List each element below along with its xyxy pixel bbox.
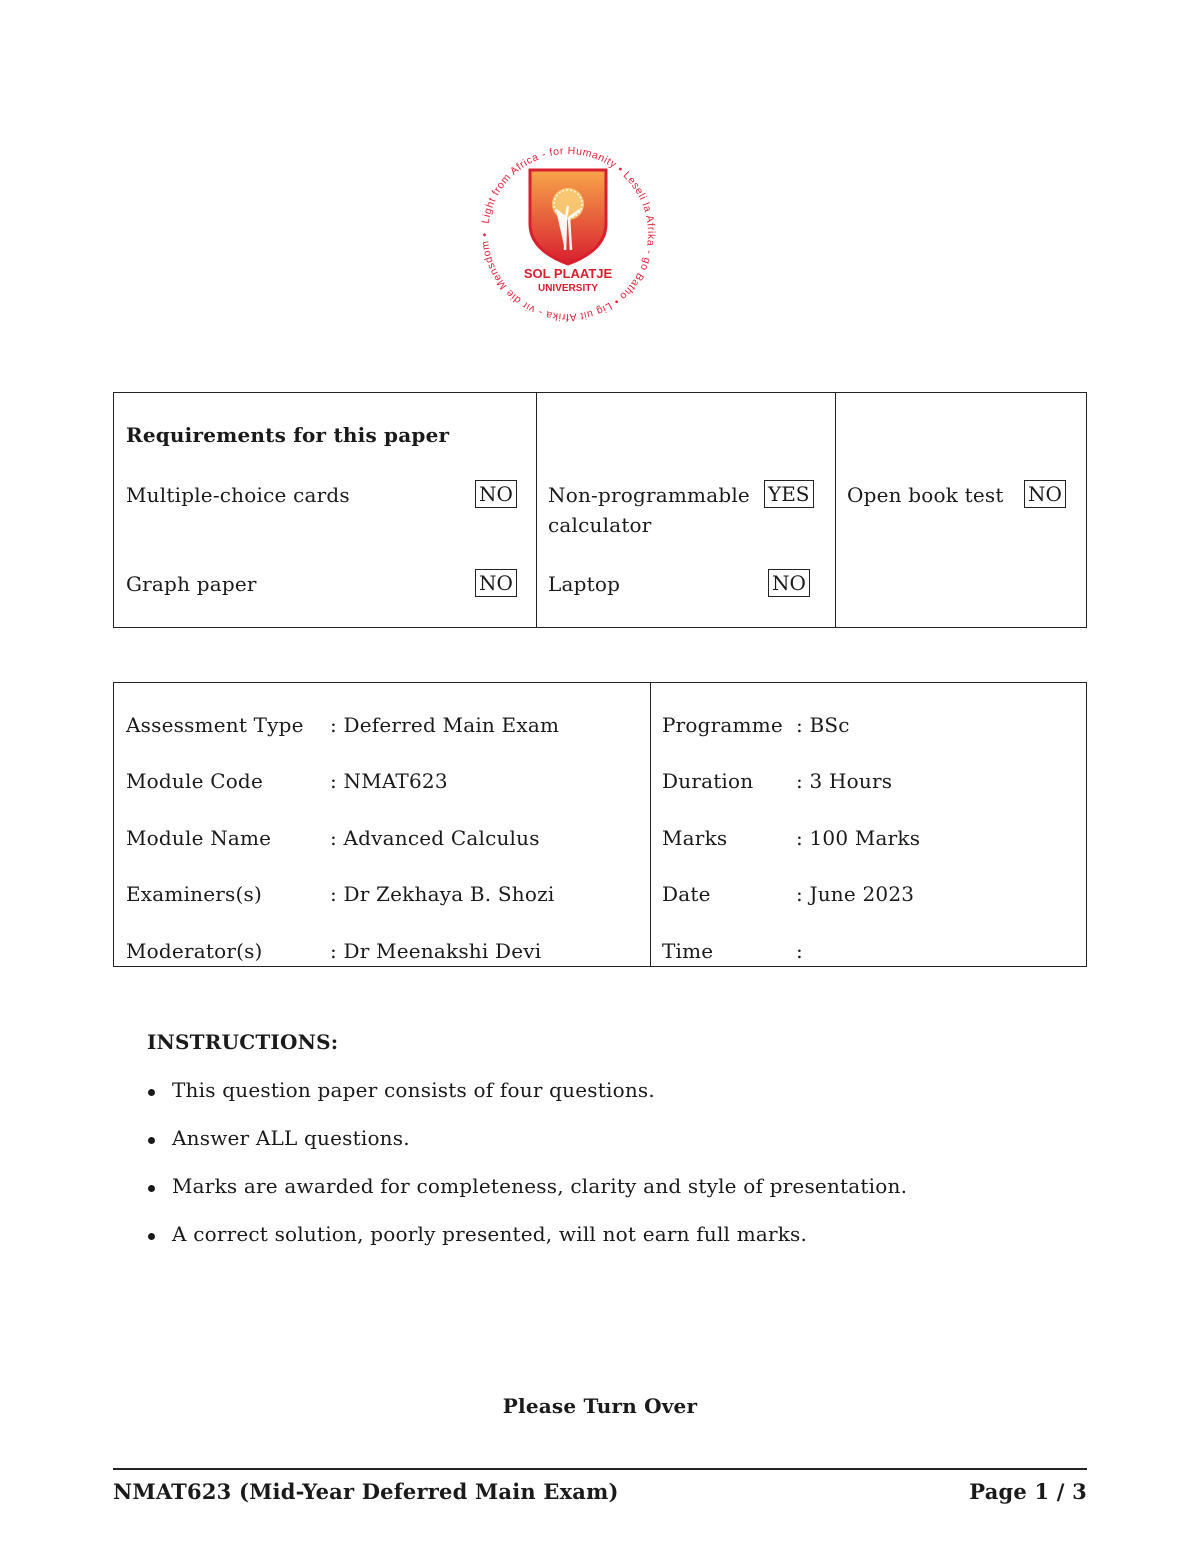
req-value-calculator: YES: [764, 480, 814, 508]
info-value-assessment-type: : Deferred Main Exam: [330, 713, 560, 737]
footer-rule: [113, 1468, 1087, 1470]
info-label-module-code: Module Code: [126, 769, 263, 793]
info-label-duration: Duration: [662, 769, 754, 793]
instruction-item-1: This question paper consists of four questions.: [172, 1078, 655, 1102]
info-value-date: : June 2023: [796, 882, 915, 906]
info-label-assessment-type: Assessment Type: [126, 713, 304, 737]
requirements-col-3: [835, 393, 1086, 627]
info-value-marks: : 100 Marks: [796, 826, 921, 850]
req-value-open-book: NO: [1024, 480, 1066, 508]
info-label-programme: Programme: [662, 713, 783, 737]
info-label-marks: Marks: [662, 826, 728, 850]
req-label-laptop: Laptop: [548, 572, 621, 596]
please-turn-over: Please Turn Over: [502, 1394, 698, 1418]
requirements-title: Requirements for this paper: [126, 423, 450, 447]
university-logo: [468, 132, 668, 337]
info-value-moderators: : Dr Meenakshi Devi: [330, 939, 542, 963]
footer-page-number: Page 1 / 3: [969, 1479, 1087, 1504]
req-value-mcq-cards: NO: [475, 480, 517, 508]
logo-ring-text: Light from Africa - for Humanity • Leseli la Afrika - go Batho • Lig uit Afrika - vir die Mensdom •: [478, 144, 658, 324]
requirements-col-2: [536, 393, 836, 627]
instructions-heading: INSTRUCTIONS:: [147, 1030, 339, 1054]
req-label-calculator-line1: Non-programmable: [548, 483, 750, 507]
req-label-open-book: Open book test: [847, 483, 1004, 507]
info-value-examiners: : Dr Zekhaya B. Shozi: [330, 882, 555, 906]
req-label-calculator-line2: calculator: [548, 513, 652, 537]
bullet-icon: [148, 1233, 155, 1240]
instruction-item-2: Answer ALL questions.: [172, 1126, 410, 1150]
info-label-module-name: Module Name: [126, 826, 272, 850]
requirements-col-1: [114, 393, 537, 627]
info-value-module-code: : NMAT623: [330, 769, 448, 793]
info-value-programme: : BSc: [796, 713, 850, 737]
bullet-icon: [148, 1137, 155, 1144]
logo-name-line1: SOL PLAATJE: [523, 266, 613, 281]
requirements-table: [113, 392, 1087, 628]
logo-name-line2: UNIVERSITY: [537, 283, 599, 294]
info-label-date: Date: [662, 882, 711, 906]
info-value-time: :: [796, 939, 803, 963]
info-divider: [650, 683, 651, 966]
info-value-duration: : 3 Hours: [796, 769, 893, 793]
instruction-item-3: Marks are awarded for completeness, clarity and style of presentation.: [172, 1174, 908, 1198]
instruction-item-4: A correct solution, poorly presented, will not earn full marks.: [172, 1222, 808, 1246]
bullet-icon: [148, 1185, 155, 1192]
footer-module-title: NMAT623 (Mid-Year Deferred Main Exam): [113, 1479, 619, 1504]
info-label-examiners: Examiners(s): [126, 882, 262, 906]
assessment-info-table: [113, 682, 1087, 967]
info-label-moderators: Moderator(s): [126, 939, 263, 963]
req-label-graph-paper: Graph paper: [126, 572, 257, 596]
req-value-graph-paper: NO: [475, 569, 517, 597]
req-label-mcq-cards: Multiple-choice cards: [126, 483, 350, 507]
bullet-icon: [148, 1089, 155, 1096]
info-label-time: Time: [662, 939, 714, 963]
req-value-laptop: NO: [768, 569, 810, 597]
info-value-module-name: : Advanced Calculus: [330, 826, 540, 850]
